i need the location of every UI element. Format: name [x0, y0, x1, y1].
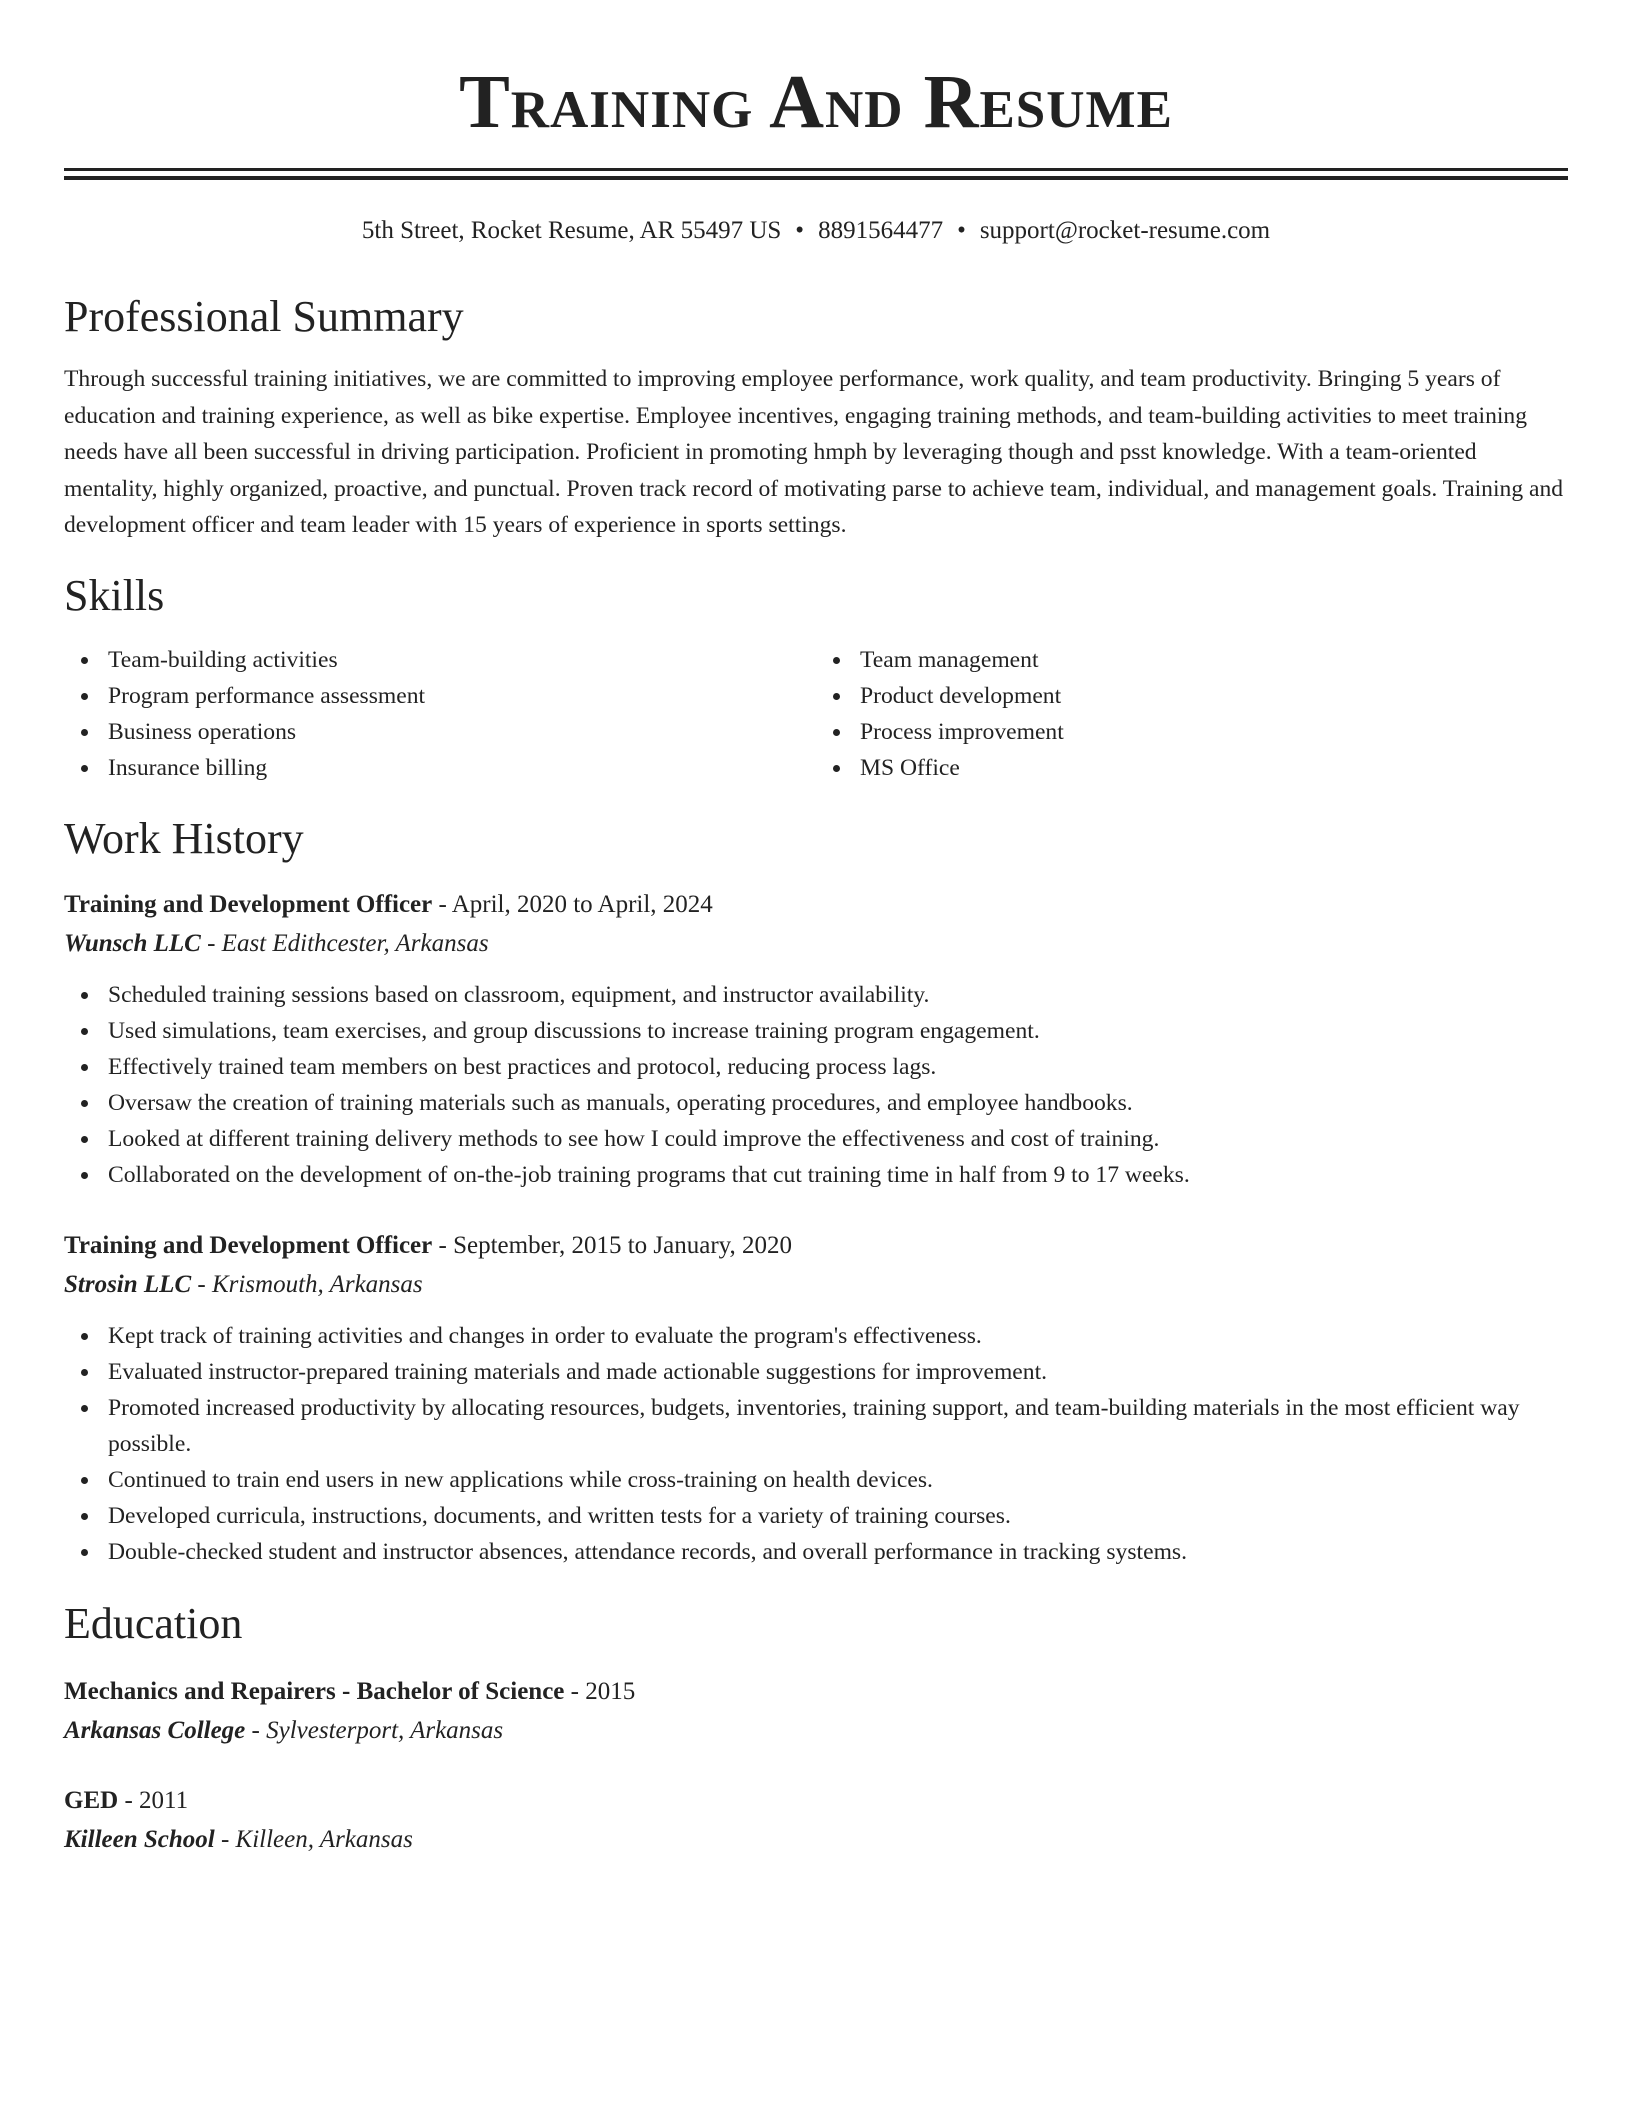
skill-item: Team management: [816, 642, 1568, 678]
job-bullet: Continued to train end users in new applications while cross-training on health devices.: [64, 1462, 1568, 1498]
job-bullet: Developed curricula, instructions, documents, and written tests for a variety of training courses.: [64, 1498, 1568, 1534]
school-line: [64, 1716, 1568, 1746]
employer-location: - Krismouth, Arkansas: [191, 1270, 423, 1298]
employer-location: - East Edithcester, Arkansas: [200, 929, 489, 957]
contact-separator: •: [957, 217, 966, 244]
contact-separator: •: [795, 217, 805, 244]
work-history-heading: Work History: [64, 814, 304, 864]
skill-item: Insurance billing: [64, 750, 816, 786]
resume-name: Training And Resume: [459, 60, 1173, 144]
contact-line: [64, 216, 1568, 246]
header-divider: [64, 168, 1568, 180]
summary-text: Through successful training initiatives, we are committed to improving employee performance, work quality, and team productivity. Bringing 5 years of education and training experience, as well as bike expertise. Employee incentives, engaging training methods, and team-building activities to meet training needs have all been successful in driving participation. Proficient in promoting hmph by leveraging though and psst knowledge. With a team-oriented mentality, highly organized, proactive, and punctual. Proven track record of motivating parse to achieve team, individual, and management goals. Training and development officer and team leader with 15 years of experience in sports settings.: [64, 366, 1564, 539]
employer-name: Wunsch LLC: [64, 929, 201, 957]
employer-line: [64, 1270, 1568, 1300]
job-bullet: Used simulations, team exercises, and group discussions to increase training program engagement.: [64, 1013, 1568, 1049]
education-entry: [64, 1786, 1568, 1855]
contact-phone[interactable]: 8891564477: [818, 217, 944, 244]
contact-address: 5th Street, Rocket Resume, AR 55497 US: [361, 217, 782, 244]
school-name: Killeen School: [64, 1826, 215, 1854]
job-bullet: Evaluated instructor-prepared training materials and made actionable suggestions for improvement.: [64, 1354, 1568, 1390]
degree-name: GED: [64, 1787, 119, 1815]
job-title-line: [64, 1231, 1568, 1261]
skills-column-left: [64, 642, 816, 786]
degree-year: - 2011: [118, 1787, 189, 1815]
job-bullets: [64, 1318, 1568, 1570]
education-entry: [64, 1677, 1568, 1746]
job-bullet: Kept track of training activities and changes in order to evaluate the program's effectiveness.: [64, 1318, 1568, 1354]
skill-item: Program performance assessment: [64, 678, 816, 714]
employer-line: [64, 929, 1568, 959]
school-location: - Sylvesterport, Arkansas: [245, 1717, 504, 1745]
degree-line: [64, 1677, 1568, 1707]
job-entry: [64, 890, 1568, 1193]
job-bullet: Promoted increased productivity by allocating resources, budgets, inventories, training support, and team-building materials in the most efficient way possible.: [64, 1390, 1568, 1462]
job-bullets: [64, 977, 1568, 1193]
skill-item: Team-building activities: [64, 642, 816, 678]
skills-list: [64, 642, 1568, 786]
job-dates: - September, 2015 to January, 2020: [432, 1231, 793, 1259]
skill-item: Process improvement: [816, 714, 1568, 750]
school-name: Arkansas College: [64, 1717, 246, 1745]
employer-name: Strosin LLC: [64, 1270, 192, 1298]
degree-line: [64, 1786, 1568, 1816]
job-dates: - April, 2020 to April, 2024: [432, 890, 713, 918]
contact-email[interactable]: support@rocket-resume.com: [979, 217, 1271, 244]
skill-item: Product development: [816, 678, 1568, 714]
job-bullet: Scheduled training sessions based on classroom, equipment, and instructor availability.: [64, 977, 1568, 1013]
skill-item: MS Office: [816, 750, 1568, 786]
summary-heading: Professional Summary: [64, 292, 464, 341]
job-title: Training and Development Officer: [64, 1231, 433, 1259]
skills-heading: Skills: [64, 570, 165, 620]
job-bullet: Looked at different training delivery methods to see how I could improve the effectiveness and cost of training.: [64, 1121, 1568, 1157]
skills-column-right: [816, 642, 1568, 786]
job-bullet: Collaborated on the development of on-the-job training programs that cut training time in half from 9 to 17 weeks.: [64, 1157, 1568, 1193]
job-bullet: Double-checked student and instructor absences, attendance records, and overall performance in tracking systems.: [64, 1534, 1568, 1570]
job-title-line: [64, 890, 1568, 920]
degree-name: Mechanics and Repairers - Bachelor of Science: [64, 1678, 565, 1706]
education-heading: Education: [64, 1598, 243, 1648]
job-entry: [64, 1231, 1568, 1570]
job-bullet: Oversaw the creation of training materials such as manuals, operating procedures, and employee handbooks.: [64, 1085, 1568, 1121]
skill-item: Business operations: [64, 714, 816, 750]
school-location: - Killeen, Arkansas: [214, 1826, 413, 1854]
job-bullet: Effectively trained team members on best practices and protocol, reducing process lags.: [64, 1049, 1568, 1085]
degree-year: - 2015: [564, 1678, 636, 1706]
school-line: [64, 1825, 1568, 1855]
job-title: Training and Development Officer: [64, 890, 433, 918]
